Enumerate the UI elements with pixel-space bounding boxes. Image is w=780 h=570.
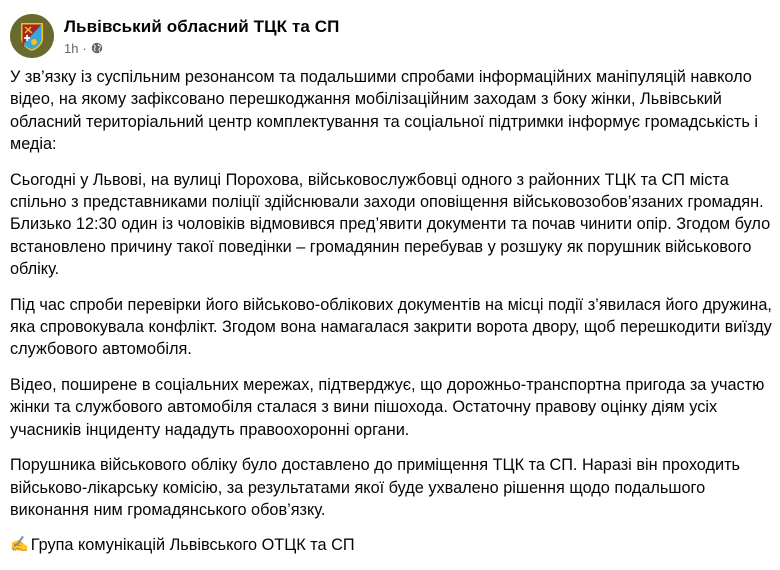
writing-hand-icon: ✍️ [10, 536, 29, 554]
separator-dot: · [82, 40, 87, 56]
post-body [10, 66, 780, 570]
post-paragraph-1: У зв’язку із суспільним резонансом та подальшими спробами інформаційних маніпуляцій навколо відео, на якому зафіксовано перешкоджання мобілізаційним заходам з боку жінки, Львівський обласний територіальний центр комплектування та соціальної підтримки інформує громадськість і медіа: [10, 68, 758, 154]
post-paragraph-3: Під час спроби перевірки його військово-облікових документів на місці події з’явилася його дружина, яка спровокувала конфлікт. Згодом вона намагалася закрити ворота двору, щоб перешкодити виїзду службового автомобіля. [10, 295, 772, 359]
page-avatar[interactable] [10, 14, 54, 58]
post-subline [64, 41, 339, 56]
post-meta [64, 17, 339, 56]
post-paragraph-4: Відео, поширене в соціальних мережах, підтверджує, що дорожньо-транспортна пригода за участю жінки та службового автомобіля сталася з вини пішохода. Остаточну правову оцінку діям усіх учасників інциденту нададуть правоохоронні органи. [10, 375, 765, 439]
post-paragraph-2: Сьогодні у Львові, на вулиці Порохова, військовослужбовці одного з районних ТЦК та СП міста спільно з представниками поліції здійснювали заходи оповіщення військовозобов’язаних громадян. Близько 12:30 один із чоловіків відмовився пред’явити документи та почав чинити опір. Згодом було встановлено причину такої поведінки – громадянин перебував у розшуку як порушник військового обліку. [10, 170, 771, 279]
post-header [10, 12, 339, 60]
page-name-link[interactable]: Львівський обласний ТЦК та СП [64, 16, 340, 36]
globe-icon[interactable] [91, 42, 103, 54]
post-signature [10, 534, 780, 556]
coat-of-arms-icon [10, 14, 54, 58]
post-timestamp[interactable]: 1h [64, 40, 79, 56]
post-paragraph-5: Порушника військового обліку було доставлено до приміщення ТЦК та СП. Наразі він проходить військово-лікарську комісію, за результатами якої буде ухвалено рішення щодо подальшого виконання ним громадянського обов’язку. [10, 456, 741, 519]
signature-text: Група комунікацій Львівського ОТЦК та СП [30, 536, 355, 555]
